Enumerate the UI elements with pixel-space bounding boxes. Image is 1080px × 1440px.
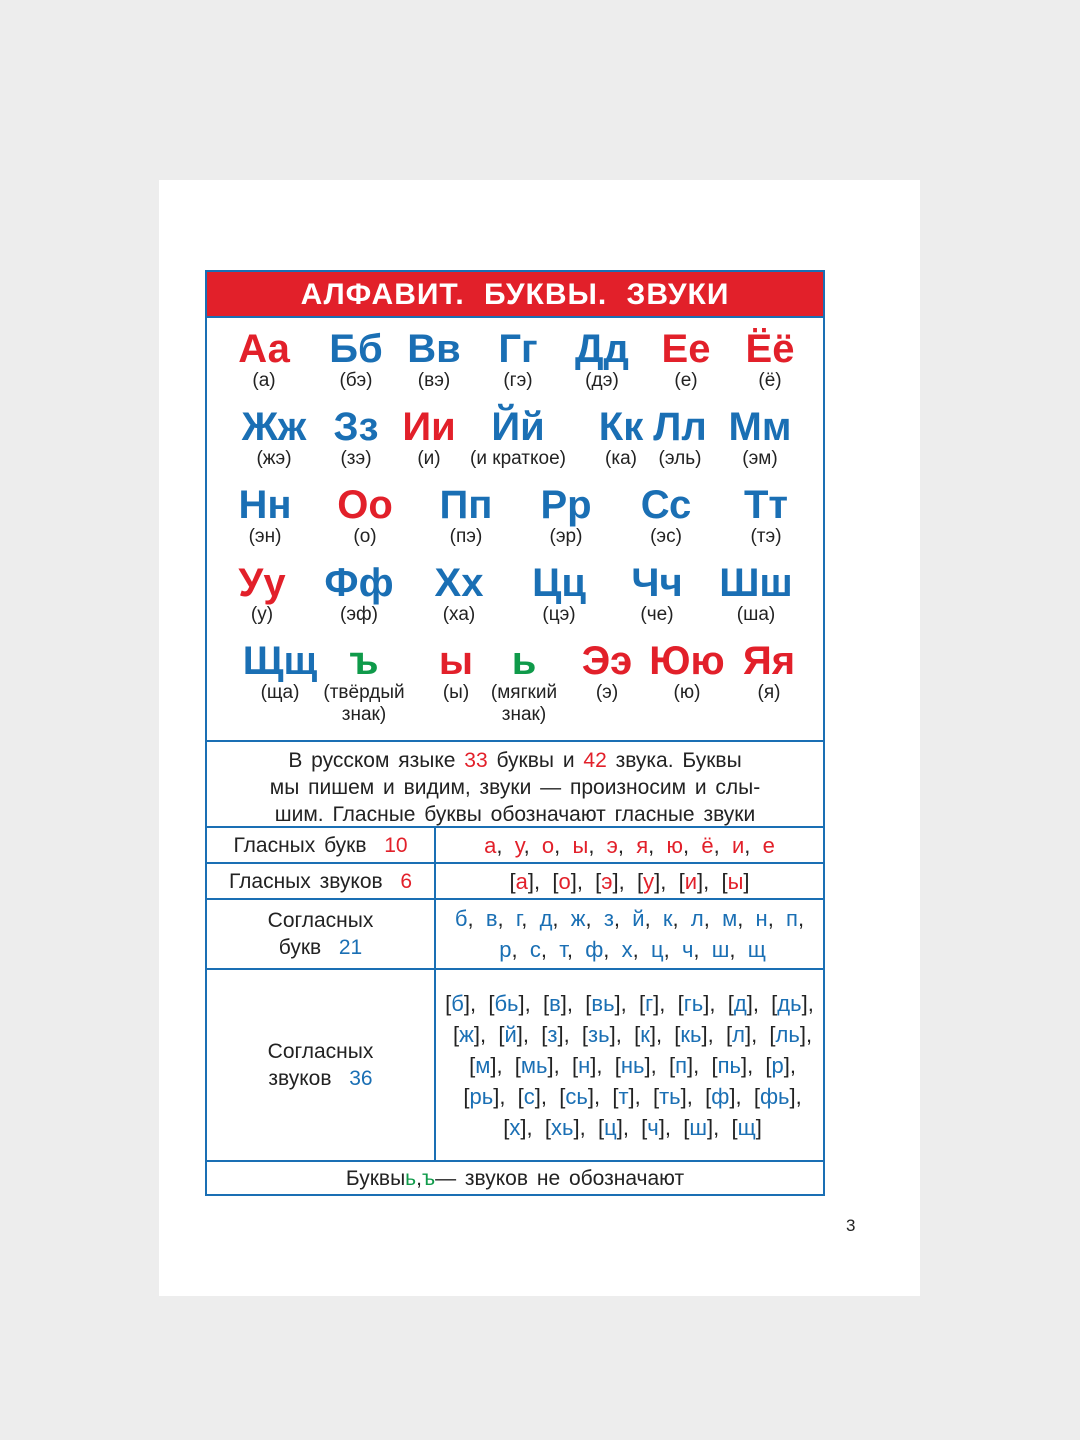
letter-glyph: Юю [649,639,725,683]
alphabet-letter [242,406,307,470]
sound-item: хь [551,1114,574,1140]
letter-name: (а) [252,370,276,391]
sound-item: зь [588,1021,610,1047]
sound-item: дь [777,990,802,1016]
letter-glyph: Чч [631,561,683,605]
letter-item: о [541,832,555,858]
sound-item: з [547,1021,558,1047]
letter-item: ц [650,937,664,962]
soft-sign: ь [405,1167,417,1190]
chart-title: АЛФАВИТ. БУКВЫ. ЗВУКИ [207,272,823,318]
consonant-letters-label: Согласных букв 21 [207,900,436,968]
letter-glyph: ы [438,639,474,683]
consonant-sounds-label: Согласных звуков 36 [207,970,436,1160]
letter-name: (э) [595,682,619,703]
alphabet-letter [729,406,792,470]
sound-item: фь [759,1083,790,1109]
letter-name: (и краткое) [470,448,566,469]
letter-glyph: Оо [337,483,393,527]
page-number: 3 [846,1216,856,1235]
alphabet-letter [662,328,711,392]
letter-name: (бэ) [339,370,373,391]
alphabet-letter [575,328,629,392]
sound-item: э [601,868,613,894]
letter-glyph: ь [511,639,537,683]
alphabet-letter [337,484,393,548]
letter-glyph: Зз [333,405,379,449]
letter-item: й [632,906,645,931]
letter-item: у [514,832,524,858]
letter-glyph: Хх [434,561,484,605]
sound-item: гь [683,990,704,1016]
sound-item: ц [604,1114,617,1140]
sound-item: ч [647,1114,659,1140]
letter-name: (пэ) [449,526,483,547]
intro-line-2: мы пишем и видим, звуки — произносим и слы- [269,776,761,799]
letter-item: э [606,832,618,858]
letter-item: х [621,937,633,962]
letter-name: (ха) [442,604,476,625]
sound-item: ль [775,1021,800,1047]
letter-glyph: Лл [653,405,707,449]
alphabet-chart [205,270,825,1196]
sound-item: л [732,1021,745,1047]
letter-glyph: Ёё [745,327,795,371]
sound-item: щ [737,1114,756,1140]
letter-item: с [529,937,541,962]
sound-item: п [675,1052,687,1078]
letter-glyph: Жж [241,405,307,449]
letter-glyph: Аа [238,327,290,371]
sound-item: и [684,868,697,894]
alphabet-letter [334,406,379,470]
letter-name: (у) [250,604,274,625]
alphabet-letter [243,640,318,704]
letter-name: (о) [353,526,377,547]
letter-name: (эм) [742,448,778,469]
letter-item: г [515,906,522,931]
alphabet-letter [470,406,566,470]
letter-glyph: Шш [719,561,793,605]
letter-item: д [539,906,553,931]
alphabet-letter [407,328,460,392]
sound-item: х [509,1114,521,1140]
sound-item: ть [659,1083,681,1109]
letter-item: ю [666,832,683,858]
footer-note: Буквы ь , ъ — звуков не обозначают [345,1167,685,1190]
letter-glyph: Дд [575,327,629,371]
vowel-sounds-list: [а], [о], [э], [у], [и], [ы] [509,868,750,894]
hard-sign: ъ [421,1167,436,1190]
sound-item: с [523,1083,535,1109]
vowel-letters-label: Гласных букв 10 [207,828,436,862]
sound-item: кь [680,1021,702,1047]
letter-name: (эс) [650,526,682,547]
letters-count: 33 [464,749,488,772]
alphabet-letter [745,328,794,392]
letter-name: (эль) [658,448,702,469]
intro-line-3: шим. Гласные буквы обозначают гласные звуки [274,803,756,826]
letter-item: щ [747,937,766,962]
alphabet-letter [439,640,473,704]
letter-glyph: Вв [407,327,461,371]
letter-item: л [690,906,704,931]
consonant-sounds-list: [б], [бь], [в], [вь], [г], [гь], [д], [дь], [ж], [й], [з], [зь], [к], [кь], [л], [ль], [м], [мь], [н], [нь], [п], [пь], [р], [рь], [с], [сь], [т], [ть], [ф], [фь], [х], [хь], [ц], [ч], [ш], [щ] [445,990,814,1140]
consonant-letters-list: б, в, г, д, ж, з, й, к, л, м, н, п, р, с, т, ф, х, ц, ч, ш, щ [454,906,805,962]
alphabet-letter [435,562,484,626]
sound-item: рь [469,1083,494,1109]
letter-name: (ы) [442,682,470,703]
letter-item: в [485,906,498,931]
sound-item: ш [689,1114,707,1140]
letter-glyph: Мм [728,405,792,449]
alphabet-letter [324,562,393,626]
letter-item: р [499,937,512,962]
letter-item: ч [681,937,694,962]
sounds-count: 42 [583,749,607,772]
letter-name: (цэ) [542,604,576,625]
letter-glyph: Гг [498,327,538,371]
intro-line-1: В русском языке 33 буквы и 42 звука. Буквы [288,749,742,772]
sound-item: м [475,1052,491,1078]
letter-item: ф [585,937,604,962]
letter-name: (ща) [260,682,300,703]
letter-glyph: Рр [540,483,592,527]
letter-glyph: Цц [532,561,586,605]
sound-item: р [771,1052,784,1078]
sound-item: мь [520,1052,548,1078]
alphabet-letter [238,562,285,626]
alphabet-letter [743,640,795,704]
letter-glyph: Фф [324,561,394,605]
sound-item: ф [711,1083,730,1109]
alphabet-letter [540,484,591,548]
letter-glyph: Яя [742,639,796,683]
letter-name: (вэ) [417,370,451,391]
letter-name: (эр) [549,526,583,547]
sound-item: нь [620,1052,645,1078]
letter-name: (дэ) [585,370,619,391]
alphabet-letter [641,484,692,548]
letter-item: ё [701,832,714,858]
sound-item: ж [459,1021,474,1047]
letter-glyph: Ии [402,405,456,449]
letter-glyph: Йй [491,405,545,449]
letter-name: (эф) [340,604,378,625]
letter-item: ж [570,906,586,931]
alphabet-letter [599,406,643,470]
sound-item: о [558,868,571,894]
letter-name: (ё) [758,370,782,391]
letter-item: н [755,906,768,931]
letter-item: т [559,937,567,962]
sound-item: н [578,1052,591,1078]
letter-glyph: Нн [238,483,292,527]
letter-name: (я) [757,682,781,703]
letter-item: е [762,832,775,858]
letter-item: и [731,832,745,858]
letter-item: ш [711,937,730,962]
letter-glyph: Кк [598,405,644,449]
sound-item: вь [591,990,615,1016]
row-vowel-sounds [207,864,823,900]
alphabet-letter [582,640,633,704]
row-footer [207,1162,823,1196]
alphabet-letter [479,640,569,726]
letter-glyph: Уу [238,561,286,605]
alphabet-letter [329,328,382,392]
letter-item: ы [572,832,589,858]
letter-item: я [636,832,649,858]
letter-name: (е) [674,370,698,391]
alphabet-grid [207,318,823,742]
letter-name: (и) [417,448,441,469]
alphabet-letter [498,328,537,392]
alphabet-letter [744,484,788,548]
sound-item: й [504,1021,517,1047]
sound-item: т [618,1083,629,1109]
alphabet-letter [532,562,586,626]
sound-item: сь [565,1083,588,1109]
letter-item: м [722,906,738,931]
letter-glyph: Ээ [581,639,633,683]
row-vowel-letters [207,828,823,864]
letter-item: а [484,832,497,858]
alphabet-letter [440,484,493,548]
alphabet-letter [653,406,706,470]
letter-glyph: Сс [640,483,692,527]
letter-glyph: ъ [349,639,379,683]
sound-item: ы [727,868,744,894]
letter-name: (ка) [605,448,637,469]
letter-name: (ша) [736,604,776,625]
sound-item: у [643,868,655,894]
alphabet-letter [719,562,793,626]
row-consonant-sounds [207,970,823,1162]
letter-glyph: Ее [661,327,711,371]
sound-item: г [645,990,654,1016]
intro-text [207,742,823,828]
letter-item: п [786,906,798,931]
vowel-sounds-label: Гласных звуков 6 [207,864,436,898]
letter-name: (зэ) [340,448,372,469]
sound-item: бь [494,990,519,1016]
letter-name: (эн) [248,526,282,547]
alphabet-letter [402,406,455,470]
letter-name: (мягкий знак) [490,682,558,725]
letter-item: з [603,906,614,931]
sound-item: к [640,1021,650,1047]
sound-item: д [733,990,747,1016]
sound-item: в [549,990,561,1016]
alphabet-letter [238,484,291,548]
letter-item: б [454,906,468,931]
row-consonant-letters [207,900,823,970]
letter-item: к [662,906,673,931]
alphabet-letter [631,562,682,626]
sound-item: а [515,868,528,894]
letter-name: (тэ) [750,526,782,547]
sound-item: б [451,990,464,1016]
alphabet-letter [649,640,724,704]
letter-name: (че) [640,604,674,625]
letter-name: (твёрдый знак) [323,682,405,725]
letter-glyph: Щщ [242,639,318,683]
sound-item: пь [717,1052,741,1078]
letter-name: (ю) [673,682,701,703]
letter-glyph: Пп [439,483,493,527]
letter-glyph: Бб [329,327,383,371]
alphabet-letter [319,640,409,726]
alphabet-letter [238,328,290,392]
letter-glyph: Тт [743,483,789,527]
letter-name: (гэ) [503,370,533,391]
letter-name: (жэ) [256,448,292,469]
vowel-letters-list: а, у, о, ы, э, я, ю, ё, и, е [484,832,775,858]
